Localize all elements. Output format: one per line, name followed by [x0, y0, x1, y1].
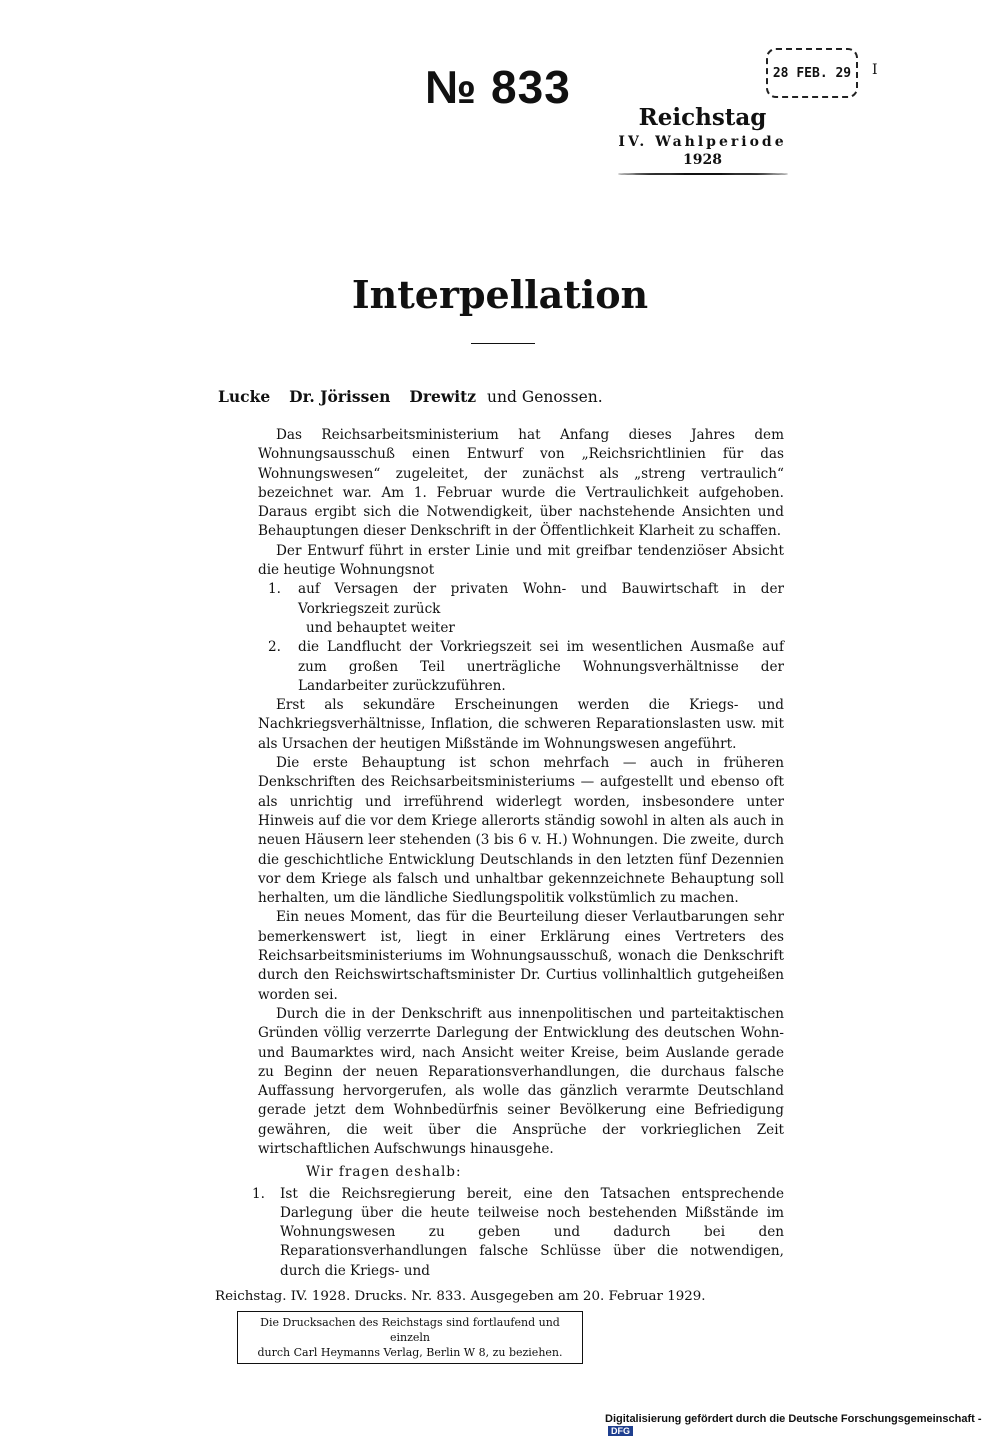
author-name: Dr. Jörissen — [289, 387, 391, 406]
stamp-mark: I — [872, 62, 878, 78]
date-stamp: 28 FEB. 29 — [766, 48, 858, 98]
author-name: Lucke — [218, 387, 271, 406]
header-rule — [618, 173, 788, 175]
digitization-text: Digitalisierung gefördert durch die Deutsche Forschungsgemeinschaft - — [605, 1413, 982, 1425]
document-number: № 833 — [425, 61, 571, 113]
author-name: Drewitz — [409, 387, 477, 406]
page-title: Interpellation — [351, 272, 649, 317]
authors-line — [218, 387, 603, 406]
publisher-line: Die Drucksachen des Reichstags sind fortlaufend und einzeln — [260, 1316, 560, 1344]
wahlperiode-label: IV. Wahlperiode — [618, 134, 787, 150]
question-intro: Wir fragen deshalb: — [306, 1164, 462, 1181]
imprint-line: Reichstag. IV. 1928. Drucks. Nr. 833. Ausgegeben am 20. Februar 1929. — [215, 1289, 706, 1304]
publisher-line: durch Carl Heymanns Verlag, Berlin W 8, zu beziehen. — [257, 1346, 563, 1359]
authors-suffix: und Genossen. — [487, 388, 603, 406]
paragraph: Der Entwurf führt in erster Linie und mit greifbar tendenziöser Absicht die heutige Wohnungsnot — [258, 542, 784, 579]
paragraph: Erst als sekundäre Erscheinungen werden die Kriegs- und Nachkriegsverhältnisse, Inflation, die schweren Reparationslasten usw. mit als Ursachen der heutigen Mißstände im Wohnungswesen angeführt. — [258, 697, 784, 752]
year-label: 1928 — [683, 152, 722, 168]
dfg-logo: DFG — [608, 1426, 633, 1436]
list-text: die Landflucht der Vorkriegszeit sei im wesentlichen Ausmaße auf zum großen Teil unerträgliche Wohnungsverhältnisse der Landarbeiter zurückzuführen. — [298, 639, 784, 694]
paragraph: Durch die in der Denkschrift aus innenpolitischen und parteitaktischen Gründen völlig verzerrte Darlegung der Entwicklung des deutschen Wohn- und Baumarktes wird, nach Ansicht weiter Kreise, beim Auslande gerade zu Beginn der neuen Reparationsverhandlungen, die durchaus falsche Auffassung hervorgerufen, als wolle das gänzlich verarmte Deutschland gerade jetzt dem Wohnbedürfnis seiner Bevölkerung eine Befriedigung gewähren, die weit über die Ansprüche der vorkrieglichen Zeit wirtschaftlichen Aufschwungs hinausgehe. — [258, 1005, 784, 1157]
paragraph: Das Reichsarbeitsministerium hat Anfang dieses Jahres dem Wohnungsausschuß einen Entwurf von „Reichsrichtlinien für das Wohnungswesen“ zugeleitet, der zunächst als „streng vertraulich“ bezeichnet war. Am 1. Februar wurde die Vertraulichkeit aufgehoben. Daraus ergibt sich die Notwendigkeit, über nachstehende Ansichten und Behauptungen dieser Denkschrift in der Öffentlichkeit Klarheit zu schaffen. — [258, 427, 784, 540]
body-text — [252, 426, 784, 1281]
list-number: 2. — [268, 639, 281, 656]
reichstag-label: Reichstag — [638, 104, 767, 131]
question-number: 1. — [252, 1185, 265, 1202]
list-text: auf Versagen der privaten Wohn- und Bauwirtschaft in der Vorkriegszeit zurück — [298, 581, 784, 617]
list-item — [258, 638, 784, 696]
reichstag-header — [615, 104, 790, 175]
list-item — [258, 580, 784, 619]
paragraph: Die erste Behauptung ist schon mehrfach — auch in früheren Denkschriften des Reichsarbeitsministeriums — aufgestellt und ebenso oft als unrichtig und irreführend widerlegt worden, insbesondere unter Hinweis auf die vor dem Kriege allerorts ständig sowohl in alten als auch in neuen Häusern leer stehenden (3 bis 6 v. H.) Wohnungen. Die zweite, durch die geschichtliche Entwicklung Deutschlands in den letzten fünf Dezennien vor dem Kriege als falsch und unhaltbar gekennzeichnete Behauptung soll herhalten, um die ländliche Siedlungspolitik volkstümlich zu machen. — [258, 755, 784, 907]
digitization-note — [605, 1413, 1000, 1437]
paragraph: und behauptet weiter — [306, 619, 455, 636]
question-text: Ist die Reichsregierung bereit, eine den Tatsachen entsprechende Darlegung über die heute teilweise noch bestehenden Mißstände im Wohnungswesen zu geben und dadurch bei den Reparationsverhandlungen falsche Schlüsse über die notwendigen, durch die Kriegs- und — [280, 1185, 784, 1279]
question-item — [252, 1185, 784, 1281]
title-rule — [471, 343, 535, 344]
paragraph: Ein neues Moment, das für die Beurteilung dieser Verlautbarungen sehr bemerkenswert ist, liegt in einer Erklärung eines Vertreters des Reichsarbeitsministeriums im Wohnungsausschuß, wonach die Denkschrift durch den Reichswirtschaftsminister Dr. Curtius vollinhaltlich gutgeheißen worden sei. — [258, 909, 784, 1003]
list-number: 1. — [268, 581, 281, 598]
publisher-box — [237, 1311, 583, 1364]
